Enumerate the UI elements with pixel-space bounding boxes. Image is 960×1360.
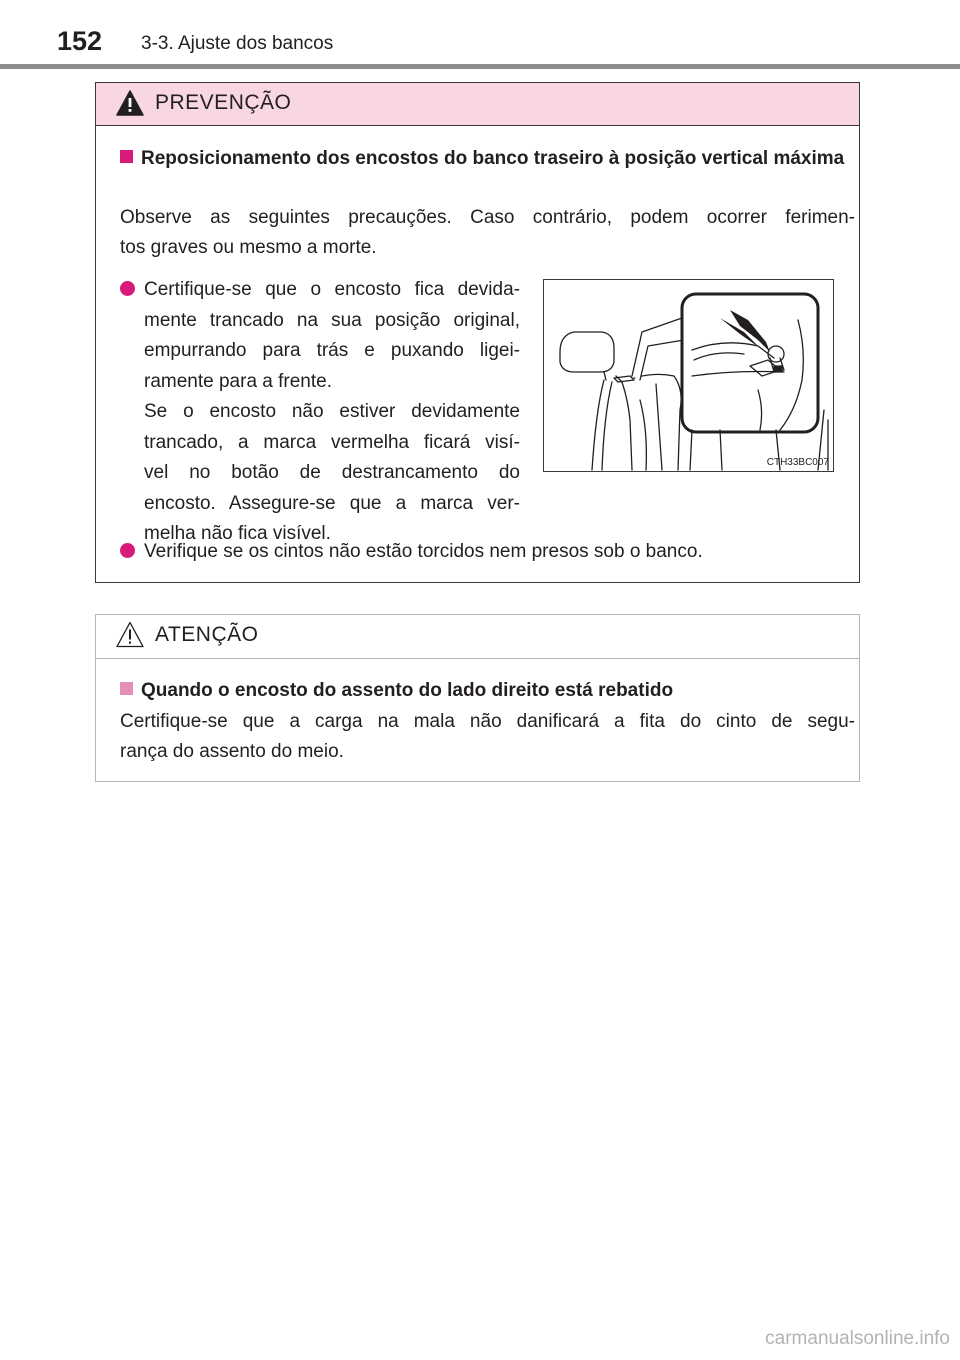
bullet1-line-6: trancado, a marca vermelha ficará visí-	[144, 431, 520, 453]
caution-body-line-2: rança do assento do meio.	[120, 741, 344, 762]
warning-heading-text: Reposicionamento dos encostos do banco traseiro à posição vertical máxima	[141, 148, 845, 169]
caution-body-line-1: Certifique-se que a carga na mala não danificará a fita do cinto de segu-	[120, 711, 855, 732]
caution-title: ATENÇÃO	[155, 623, 259, 646]
warning-bullet-2	[120, 537, 855, 567]
section-title: 3-3. Ajuste dos bancos	[141, 33, 334, 54]
round-bullet-icon	[120, 281, 135, 296]
caution-header	[96, 615, 859, 659]
warning-body	[120, 203, 855, 263]
warning-body-line-2: tos graves ou mesmo a morte.	[120, 237, 377, 258]
bullet1-line-7: vel no botão de destrancamento do	[144, 462, 520, 483]
caution-heading-text: Quando o encosto do assento do lado direito está rebatido	[141, 680, 674, 701]
bullet1-line-2: mente trancado na sua posição original,	[144, 309, 520, 331]
warning-body-line-1: Observe as seguintes precauções. Caso contrário, podem ocorrer ferimen-	[120, 207, 855, 228]
warning-title: PREVENÇÃO	[155, 91, 292, 114]
warning-bullet-1	[120, 275, 520, 550]
round-bullet-icon	[120, 543, 135, 558]
bullet1-line-9: melha não fica visível.	[144, 523, 331, 544]
caution-box	[95, 614, 860, 782]
seat-latch-illustration	[544, 280, 833, 471]
square-bullet-icon	[120, 150, 133, 163]
bullet1-line-4: ramente para a frente.	[144, 370, 332, 392]
figure-code: CTH33BC007	[766, 457, 829, 468]
header-rule	[0, 64, 960, 69]
bullet2-text: Verifique se os cintos não estão torcidos nem presos sob o banco.	[144, 541, 703, 562]
seat-illustration	[543, 279, 834, 472]
square-bullet-icon	[120, 682, 133, 695]
bullet1-line-8: encosto. Assegure-se que a marca ver-	[144, 492, 520, 514]
caution-heading	[120, 677, 850, 704]
page-number: 152	[57, 26, 103, 56]
watermark: carmanualsonline.info	[765, 1328, 950, 1349]
caution-body	[120, 707, 855, 767]
bullet1-line-1: Certifique-se que o encosto fica devida-	[144, 279, 520, 300]
bullet1-line-5: Se o encosto não estiver devidamente	[144, 401, 520, 422]
warning-triangle-icon	[116, 90, 144, 116]
bullet1-line-3: empurrando para trás e puxando ligei-	[144, 340, 520, 361]
warning-header	[96, 83, 859, 126]
warning-box	[95, 82, 860, 583]
caution-triangle-icon	[116, 621, 144, 648]
warning-heading	[120, 145, 850, 172]
